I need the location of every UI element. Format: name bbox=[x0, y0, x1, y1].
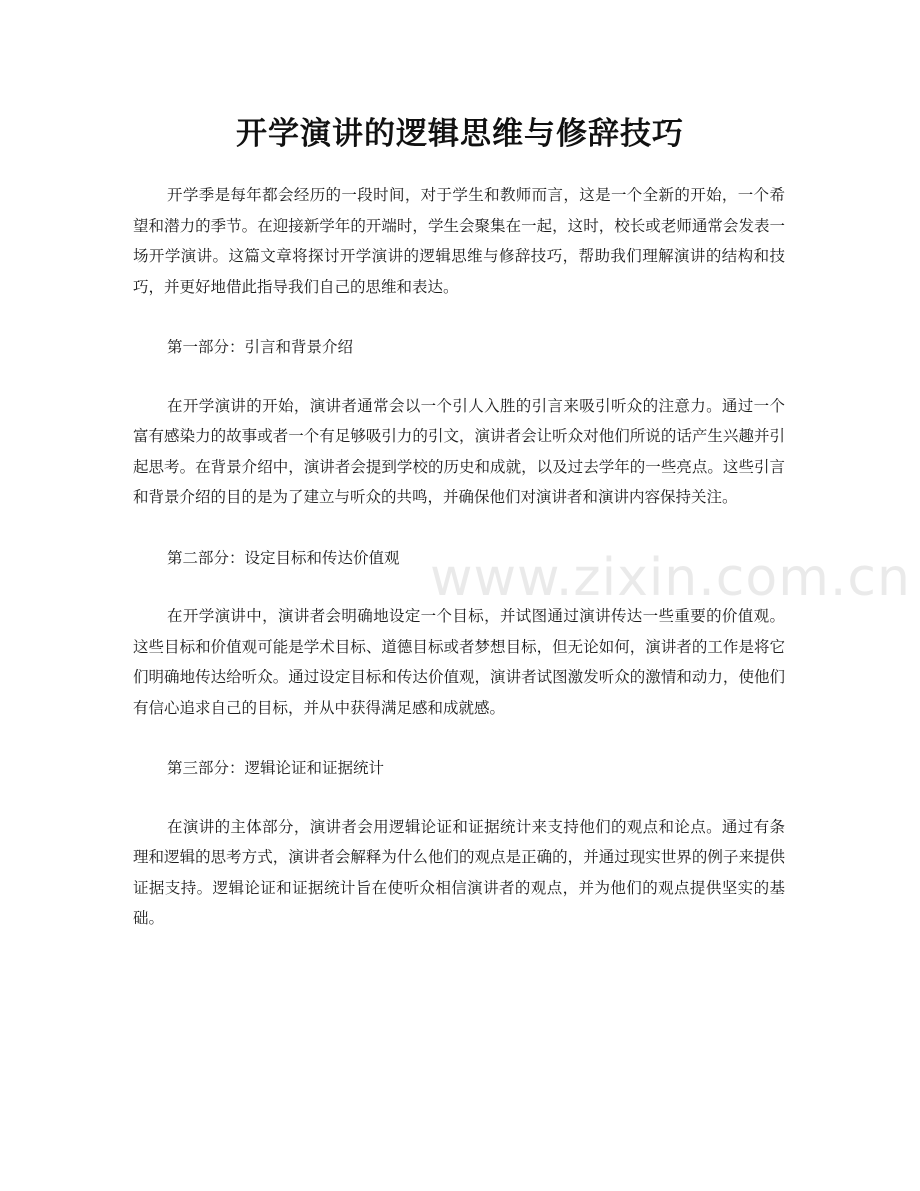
intro-paragraph: 开学季是每年都会经历的一段时间，对于学生和教师而言，这是一个全新的开始，一个希望和潜力的季节。在迎接新学年的开端时，学生会聚集在一起，这时，校长或老师通常会发表一场开学演讲。这篇文章将探讨开学演讲的逻辑思维与修辞技巧，帮助我们理解演讲的结构和技巧，并更好地借此指导我们自己的思维和表达。 bbox=[133, 186, 785, 296]
page-title: 开学演讲的逻辑思维与修辞技巧 bbox=[236, 116, 684, 152]
document-body bbox=[133, 180, 785, 934]
section-heading-3: 第三部分：逻辑论证和证据统计 bbox=[167, 759, 385, 777]
section-body-2: 在开学演讲中，演讲者会明确地设定一个目标，并试图通过演讲传达一些重要的价值观。这些目标和价值观可能是学术目标、道德目标或者梦想目标，但无论如何，演讲者的工作是将它们明确地传达给听众。通过设定目标和传达价值观，演讲者试图激发听众的激情和动力，使他们有信心追求自己的目标，并从中获得满足感和成就感。 bbox=[133, 607, 785, 717]
section-heading-1: 第一部分：引言和背景介绍 bbox=[167, 338, 354, 356]
section-body-1: 在开学演讲的开始，演讲者通常会以一个引人入胜的引言来吸引听众的注意力。通过一个富有感染力的故事或者一个有足够吸引力的引文，演讲者会让听众对他们所说的话产生兴趣并引起思考。在背景介绍中，演讲者会提到学校的历史和成就，以及过去学年的一些亮点。这些引言和背景介绍的目的是为了建立与听众的共鸣，并确保他们对演讲者和演讲内容保持关注。 bbox=[133, 396, 785, 506]
section-heading-2: 第二部分：设定目标和传达价值观 bbox=[167, 548, 400, 567]
section-body-3: 在演讲的主体部分，演讲者会用逻辑论证和证据统计来支持他们的观点和论点。通过有条理和逻辑的思考方式，演讲者会解释为什么他们的观点是正确的，并通过现实世界的例子来提供证据支持。逻辑论证和证据统计旨在使听众相信演讲者的观点，并为他们的观点提供坚实的基础。 bbox=[133, 817, 785, 927]
watermark: www.zixin.com.cn bbox=[430, 548, 911, 608]
